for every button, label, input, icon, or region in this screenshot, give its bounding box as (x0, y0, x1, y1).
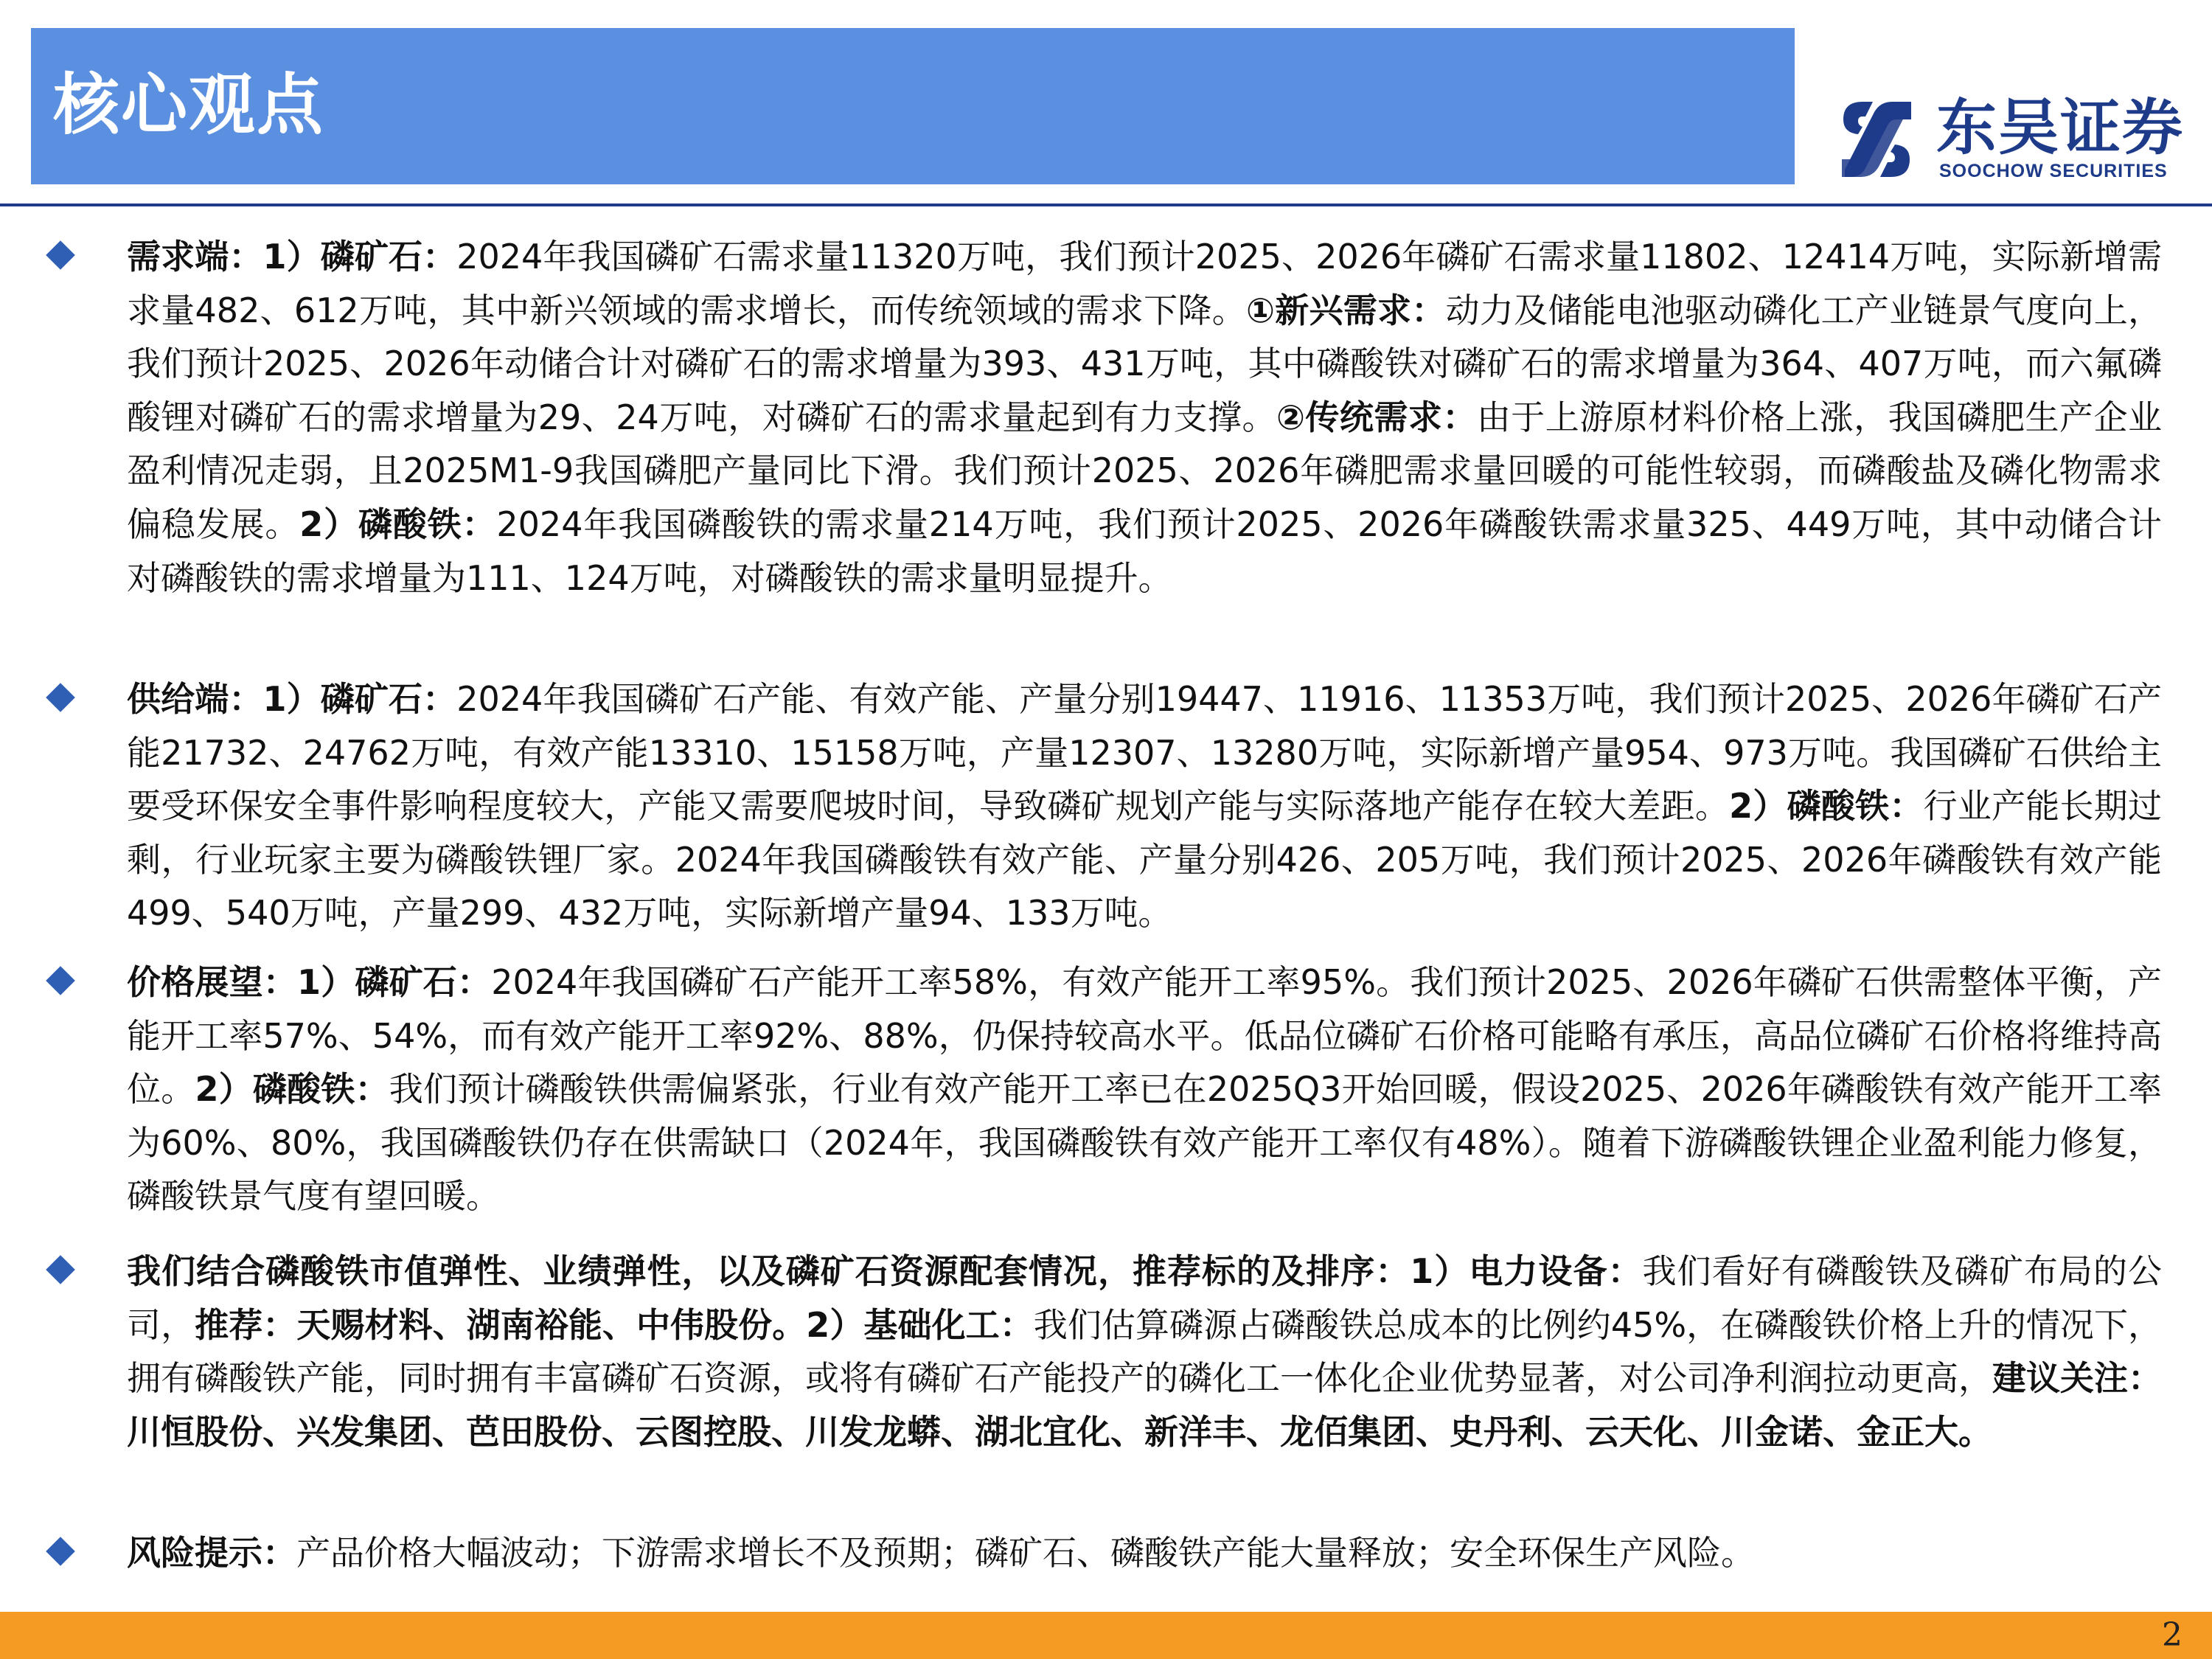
recommend-watchlist: 建议关注：川恒股份、兴发集团、芭田股份、云图控股、川发龙蟒、湖北宜化、新洋丰、龙佰集团、史丹利、云天化、川金诺、金正大。 (127, 1358, 2162, 1452)
supply-paragraph (127, 672, 2162, 940)
demand-text-3: 由于上游原材料价格上涨，我国磷肥生产企业盈利情况走弱，且2025M1-9我国磷肥产量同比下滑。我们预计2025、2026年磷肥需求量回暖的可能性较弱，而磷酸盐及磷化物需求偏稳发展。 (127, 397, 2162, 544)
recommend-text-2: 我们估算磷源占磷酸铁总成本的比例约45%，在磷酸铁价格上升的情况下，拥有磷酸铁产能，同时拥有丰富磷矿石资源，或将有磷矿石产能投产的磷化工一体化企业优势显著，对公司净利润拉动更高， (127, 1304, 2163, 1399)
demand-text-2: 动力及储能电池驱动磷化工产业链景气度向上，我们预计2025、2026年动储合计对磷矿石的需求增量为393、431万吨，其中磷酸铁对磷矿石的需求增量为364、407万吨，而六氟磷酸锂对磷矿石的需求增量为29、24万吨，对磷矿石的需求量起到有力支撑。 (127, 290, 2162, 437)
price-text-2: 我们预计磷酸铁供需偏紧张，行业有效产能开工率已在2025Q3开始回暖，假设2025、2026年磷酸铁有效产能开工率为60%、80%，我国磷酸铁仍存在供需缺口（2024年，我国磷酸铁有效产能开工率仅有48%）。随着下游磷酸铁锂企业盈利能力修复，磷酸铁景气度有望回暖。 (127, 1069, 2162, 1217)
demand-heading: 需求端：1）磷矿石： (127, 237, 457, 276)
price-heading: 价格展望：1）磷矿石： (127, 962, 492, 1002)
diamond-bullet-icon (46, 966, 75, 995)
logo-english-name: SOOCHOW SECURITIES (1939, 161, 2168, 181)
risk-heading: 风险提示： (127, 1533, 296, 1573)
page-number: 2 (2162, 1616, 2183, 1654)
logo-chinese-name: 东吴证券 (1936, 93, 2185, 163)
price-paragraph (127, 956, 2162, 1223)
recommend-paragraph (127, 1245, 2162, 1458)
price-lfp-heading: 2）磷酸铁： (195, 1069, 389, 1110)
demand-text-4: 2024年我国磷酸铁的需求量214万吨，我们预计2025、2026年磷酸铁需求量325、449万吨，其中动储合计对磷酸铁的需求增量为111、124万吨，对磷酸铁的需求量明显提升。 (127, 504, 2163, 598)
recommend-heading: 我们结合磷酸铁市值弹性、业绩弹性，以及磷矿石资源配套情况，推荐标的及排序：1）电力设备： (127, 1251, 1643, 1291)
recommend-picks: 推荐：天赐材料、湖南裕能、中伟股份。2）基础化工： (195, 1304, 1034, 1345)
supply-lfp-heading: 2）磷酸铁： (1729, 786, 1924, 827)
risk-text: 产品价格大幅波动；下游需求增长不及预期；磷矿石、磷酸铁产能大量释放；安全环保生产风险。 (296, 1533, 1755, 1573)
header-divider (0, 204, 2212, 206)
diamond-bullet-icon (46, 1537, 75, 1566)
demand-emerging-heading: ①新兴需求： (1246, 290, 1446, 330)
company-logo (1829, 83, 2183, 186)
recommend-text-1: 我们看好有磷酸铁及磷矿布局的公司， (127, 1251, 2162, 1345)
diamond-bullet-icon (46, 683, 75, 712)
supply-text-2: 行业产能长期过剩，行业玩家主要为磷酸铁锂厂家。2024年我国磷酸铁有效产能、产量分别426、205万吨，我们预计2025、2026年磷酸铁有效产能499、540万吨，产量299、432万吨，实际新增产量94、133万吨。 (127, 786, 2163, 933)
supply-heading: 供给端：1）磷矿石： (127, 679, 457, 719)
page-title: 核心观点 (53, 66, 324, 144)
demand-traditional-heading: ②传统需求： (1276, 397, 1477, 437)
demand-paragraph (127, 230, 2162, 605)
price-text-1: 2024年我国磷矿石产能开工率58%，有效产能开工率95%。我们预计2025、2026年磷矿石供需整体平衡，产能开工率57%、54%，而有效产能开工率92%、88%，仍保持较高水平。低品位磷矿石价格可能略有承压，高品位磷矿石价格将维持高位。 (127, 962, 2162, 1110)
demand-text-1: 2024年我国磷矿石需求量11320万吨，我们预计2025、2026年磷矿石需求量11802、12414万吨，实际新增需求量482、612万吨，其中新兴领域的需求增长，而传统领域的需求下降。 (127, 237, 2162, 330)
footer-bar (0, 1612, 2212, 1659)
supply-text-1: 2024年我国磷矿石产能、有效产能、产量分别19447、11916、11353万吨，我们预计2025、2026年磷矿石产能21732、24762万吨，有效产能13310、15158万吨，产量12307、13280万吨，实际新增产量954、973万吨。我国磷矿石供给主要受环保安全事件影响程度较大，产能又需要爬坡时间，导致磷矿规划产能与实际落地产能存在较大差距。 (127, 679, 2162, 827)
soochow-logo-icon (1829, 91, 1924, 187)
diamond-bullet-icon (46, 1255, 75, 1284)
diamond-bullet-icon (46, 240, 75, 270)
title-bar (31, 28, 1795, 184)
risk-paragraph (127, 1526, 2162, 1580)
demand-lfp-heading: 2）磷酸铁： (299, 504, 497, 544)
